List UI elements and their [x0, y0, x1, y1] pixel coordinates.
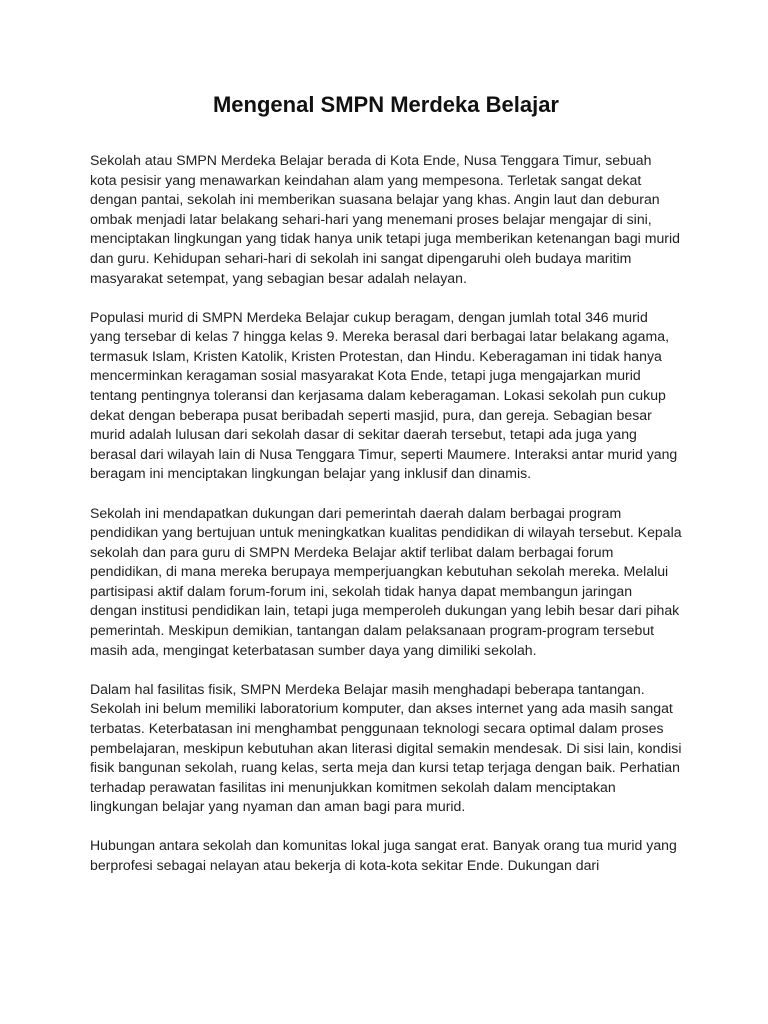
paragraph-location: Sekolah atau SMPN Merdeka Belajar berada di Kota Ende, Nusa Tenggara Timur, sebuah kota pesisir yang menawarkan keindahan alam yang mempesona. Terletak sangat dekat dengan pantai, sekolah ini memberikan suasana belajar yang khas. Angin laut dan deburan ombak menjadi latar belakang sehari-hari yang menemani proses belajar mengajar di sini, menciptakan lingkungan yang tidak hanya unik tetapi juga memberikan ketenangan bagi murid dan guru. Kehidupan sehari-hari di sekolah ini sangat dipengaruhi oleh budaya maritim masyarakat setempat, yang sebagian besar adalah nelayan.: [90, 152, 680, 286]
document-page: [90, 88, 682, 895]
paragraph-facilities: Dalam hal fasilitas fisik, SMPN Merdeka Belajar masih menghadapi beberapa tantangan. Sekolah ini belum memiliki laboratorium komputer, dan akses internet yang ada masih sangat terbatas. Keterbatasan ini menghambat penggunaan teknologi secara optimal dalam proses pembelajaran, meskipun kebutuhan akan literasi digital semakin mendesak. Di sisi lain, kondisi fisik bangunan sekolah, ruang kelas, serta meja dan kursi tetap terjaga dengan baik. Perhatian terhadap perawatan fasilitas ini menunjukkan komitmen sekolah dalam menciptakan lingkungan belajar yang nyaman dan aman bagi para murid.: [90, 680, 682, 815]
document-title: Mengenal SMPN Merdeka Belajar: [212, 92, 559, 117]
paragraph-community: Hubungan antara sekolah dan komunitas lokal juga sangat erat. Banyak orang tua murid yang berprofesi sebagai nelayan atau bekerja di kota-kota sekitar Ende. Dukungan dari: [90, 837, 677, 873]
paragraph-government-support: Sekolah ini mendapatkan dukungan dari pemerintah daerah dalam berbagai program pendidikan yang bertujuan untuk meningkatkan kualitas pendidikan di wilayah tersebut. Kepala sekolah dan para guru di SMPN Merdeka Belajar aktif terlibat dalam berbagai forum pendidikan, di mana mereka berupaya memperjuangkan kebutuhan sekolah mereka. Melalui partisipasi aktif dalam forum-forum ini, sekolah tidak hanya dapat membangun jaringan dengan institusi pendidikan lain, tetapi juga memperoleh dukungan yang lebih besar dari pihak pemerintah. Meskipun demikian, tantangan dalam pelaksanaan program-program tersebut masih ada, mengingat keterbatasan sumber daya yang dimiliki sekolah.: [90, 504, 682, 658]
paragraph-student-population: Populasi murid di SMPN Merdeka Belajar cukup beragam, dengan jumlah total 346 murid yang tersebar di kelas 7 hingga kelas 9. Mereka berasal dari berbagai latar belakang agama, termasuk Islam, Kristen Katolik, Kristen Protestan, dan Hindu. Keberagaman ini tidak hanya mencerminkan keragaman sosial masyarakat Kota Ende, tetapi juga mengajarkan murid tentang pentingnya toleransi dan kerjasama dalam keberagaman. Lokasi sekolah pun cukup dekat dengan beberapa pusat beribadah seperti masjid, pura, dan gereja. Sebagian besar murid adalah lulusan dari sekolah dasar di sekitar daerah tersebut, tetapi ada juga yang berasal dari wilayah lain di Nusa Tenggara Timur, seperti Maumere. Interaksi antar murid yang beragam ini menciptakan lingkungan belajar yang inklusif dan dinamis.: [90, 308, 678, 482]
